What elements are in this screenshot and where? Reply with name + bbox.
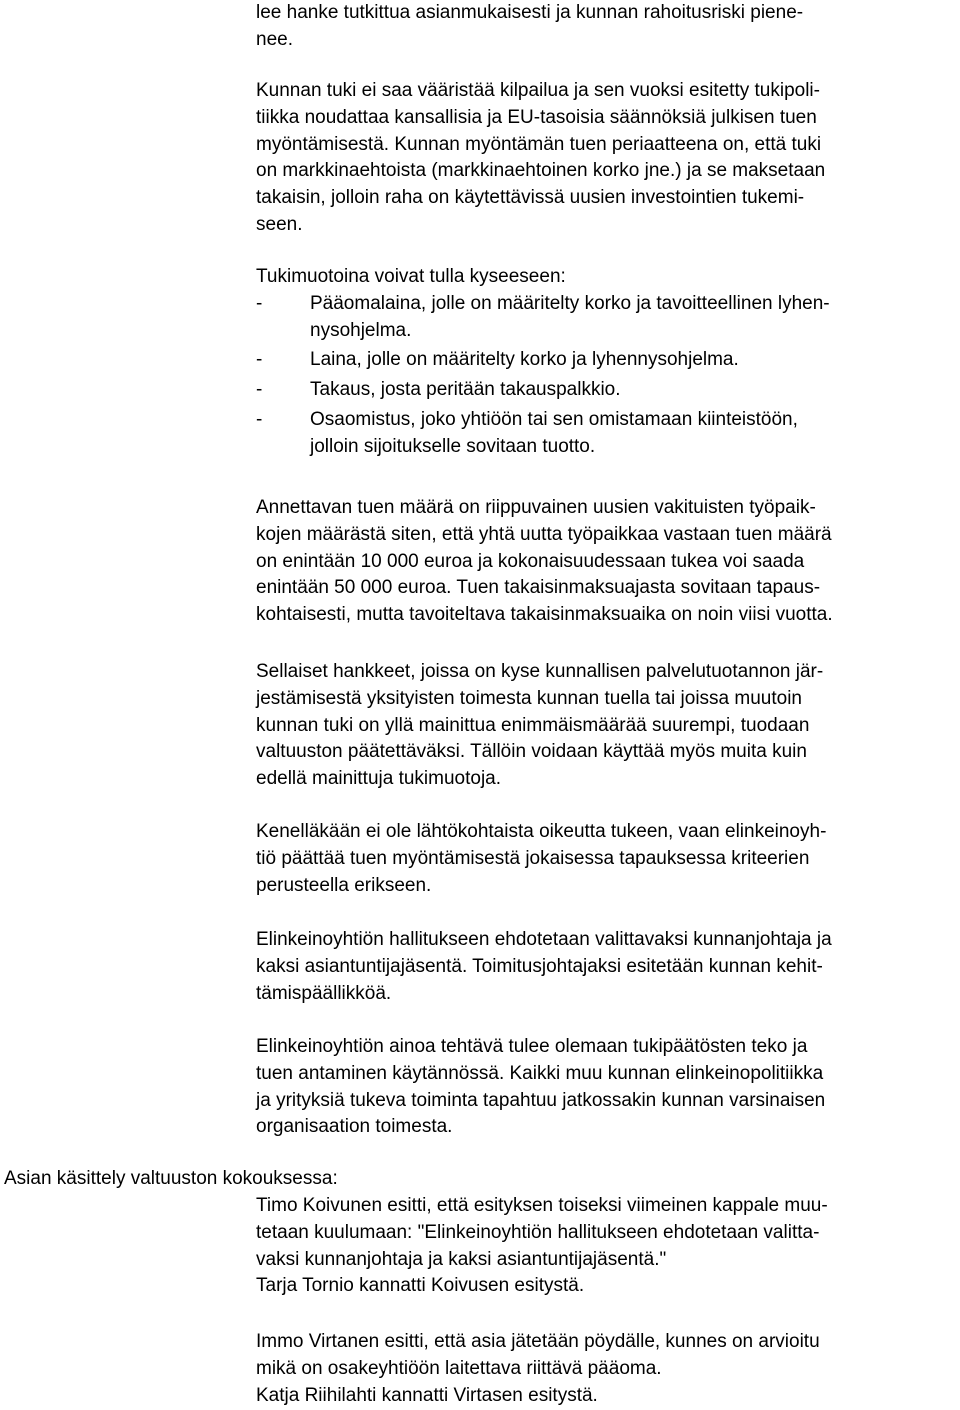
text-line: nee. <box>256 28 293 50</box>
text-line: nysohjelma. <box>310 319 412 341</box>
paragraph-company-task <box>256 1034 960 1141</box>
text-line: tämispäällikköä. <box>256 982 392 1004</box>
text-line: mikä on osakeyhtiöön laitettava riittävä pääoma. <box>256 1357 662 1379</box>
meeting-heading: Asian käsittely valtuuston kokouksessa: <box>4 1168 338 1189</box>
text-line: lee hanke tutkittua asianmukaisesti ja kunnan rahoitusriski piene- <box>256 2 804 23</box>
text-line: tetaan kuulumaan: "Elinkeinoyhtiön hallitukseen ehdotetaan valitta- <box>256 1221 820 1243</box>
text-line: Elinkeinoyhtiön ainoa tehtävä tulee olemaan tukipäätösten teko ja <box>256 1036 808 1057</box>
text-line: tiö päättää tuen myöntämisestä jokaisessa tapauksessa kriteerien <box>256 847 810 869</box>
text-line: ja yrityksiä tukeva toiminta tapahtuu jatkossakin kunnan varsinaisen <box>256 1089 826 1111</box>
text-line: Takaus, josta peritään takauspalkkio. <box>310 379 621 401</box>
paragraph-support-forms <box>256 264 960 461</box>
text-line: on enintään 10 000 euroa ja kokonaisuudessaan tukea voi saada <box>256 550 805 572</box>
list-item <box>256 377 960 404</box>
text-line: kaksi asiantuntijajäsentä. Toimitusjohtajaksi esitetään kunnan kehit- <box>256 955 823 977</box>
text-line: jestämisestä yksityisten toimesta kunnan tuella tai joissa muutoin <box>256 687 802 709</box>
text-line: enintään 50 000 euroa. Tuen takaisinmaksuajasta sovitaan tapaus- <box>256 577 821 599</box>
paragraph-council-decisions <box>256 659 960 793</box>
text-line: kojen määrästä siten, että yhtä uutta työpaikkaa vastaan tuen määrä <box>256 523 832 545</box>
text-line: Katja Riihilahti kannatti Virtasen esitystä. <box>256 1384 598 1406</box>
bullet-dash: - <box>256 408 263 430</box>
bullet-dash: - <box>256 349 263 371</box>
paragraph-support-policy <box>256 78 960 239</box>
text-line: Laina, jolle on määritelty korko ja lyhennysohjelma. <box>310 349 739 371</box>
text-line: Osaomistus, joko yhtiöön tai sen omistamaan kiinteistöön, <box>310 408 798 430</box>
paragraph-koivunen-proposal <box>256 1193 960 1300</box>
text-line: Sellaiset hankkeet, joissa on kyse kunnallisen palvelutuotannon jär- <box>256 661 824 682</box>
text-line: Kenelläkään ei ole lähtökohtaista oikeutta tukeen, vaan elinkeinoyh- <box>256 821 827 842</box>
text-line: organisaation toimesta. <box>256 1116 453 1138</box>
text-line: on markkinaehtoista (markkinaehtoinen korko jne.) ja se maksetaan <box>256 160 826 182</box>
text-line: takaisin, jolloin raha on käytettävissä uusien investointien tukemi- <box>256 187 805 209</box>
bullet-dash: - <box>256 379 263 401</box>
text-line: valtuuston päätettäväksi. Tällöin voidaan käyttää myös muita kuin <box>256 741 807 763</box>
text-line: kohtaisesti, mutta tavoiteltava takaisinmaksuaika on noin viisi vuotta. <box>256 604 833 626</box>
text-line: myöntämisestä. Kunnan myöntämän tuen periaatteena on, että tuki <box>256 133 822 155</box>
text-line: Timo Koivunen esitti, että esityksen toiseksi viimeinen kappale muu- <box>256 1195 828 1216</box>
text-line: seen. <box>256 213 303 235</box>
text-line: vaksi kunnanjohtaja ja kaksi asiantuntijajäsentä." <box>256 1248 667 1270</box>
paragraph-support-amount <box>256 495 960 629</box>
paragraph-board-composition <box>256 927 960 1007</box>
list-item <box>256 347 960 374</box>
text-line: Annettavan tuen määrä on riippuvainen uusien vakituisten työpaik- <box>256 497 816 518</box>
text-line: kunnan tuki on yllä mainittua enimmäismäärää suurempi, tuodaan <box>256 714 810 736</box>
text-line: perusteella erikseen. <box>256 874 432 896</box>
bullet-dash: - <box>256 292 263 314</box>
text-line: tuen antaminen käytännössä. Kaikki muu kunnan elinkeinopolitiikka <box>256 1062 824 1084</box>
text-line: Kunnan tuki ei saa vääristää kilpailua ja sen vuoksi esitetty tukipoli- <box>256 80 820 101</box>
list-item <box>256 291 960 345</box>
paragraph-virtanen-proposal <box>256 1329 960 1409</box>
list-intro: Tukimuotoina voivat tulla kyseeseen: <box>256 266 566 287</box>
text-line: Immo Virtanen esitti, että asia jätetään pöydälle, kunnes on arvioitu <box>256 1331 820 1352</box>
list-item <box>256 407 960 461</box>
text-line: edellä mainittuja tukimuotoja. <box>256 768 502 790</box>
paragraph-continuation <box>256 0 960 54</box>
text-line: Pääomalaina, jolle on määritelty korko ja tavoitteellinen lyhen- <box>310 292 830 314</box>
text-line: jolloin sijoitukselle sovitaan tuotto. <box>310 435 596 457</box>
text-line: tiikka noudattaa kansallisia ja EU-tasoisia säännöksiä julkisen tuen <box>256 106 817 128</box>
paragraph-no-right-to-support <box>256 819 960 899</box>
text-line: Tarja Tornio kannatti Koivusen esitystä. <box>256 1275 585 1297</box>
text-line: Elinkeinoyhtiön hallitukseen ehdotetaan valittavaksi kunnanjohtaja ja <box>256 929 832 950</box>
